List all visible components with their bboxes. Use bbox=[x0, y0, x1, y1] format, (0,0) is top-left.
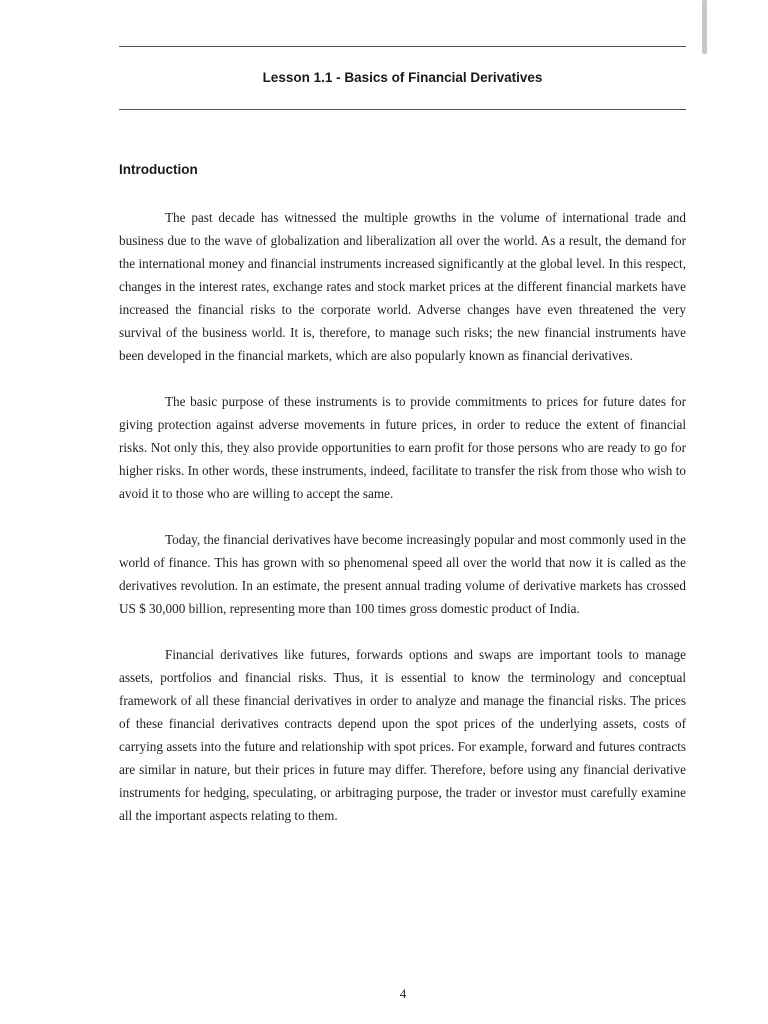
header-rule-bottom bbox=[119, 109, 686, 110]
paragraph-3: Today, the financial derivatives have become increasingly popular and most commonly used in the world of finance. This has grown with so phenomenal speed all over the world that now it is called as the derivatives revolution. In an estimate, the present annual trading volume of derivative markets has crossed US $ 30,000 billion, representing more than 100 times gross domestic product of India. bbox=[119, 532, 686, 616]
body-text bbox=[119, 206, 686, 850]
page-number: 4 bbox=[399, 986, 407, 1001]
scrollbar-thumb[interactable] bbox=[702, 0, 707, 54]
section-heading-introduction: Introduction bbox=[119, 162, 198, 177]
lesson-title: Lesson 1.1 - Basics of Financial Derivatives bbox=[262, 70, 543, 85]
paragraph-2: The basic purpose of these instruments is to provide commitments to prices for future dates for giving protection against adverse movements in future prices, in order to reduce the extent of financial risks. Not only this, they also provide opportunities to earn profit for those persons who are ready to go for higher risks. In other words, these instruments, indeed, facilitate to transfer the risk from those who wish to avoid it to those who are willing to accept the same. bbox=[119, 394, 686, 501]
paragraph-4: Financial derivatives like futures, forwards options and swaps are important tools to manage assets, portfolios and financial risks. Thus, it is essential to know the terminology and conceptual framework of all these financial derivatives in order to analyze and manage the financial risks. The prices of these financial derivatives contracts depend upon the spot prices of the underlying assets, costs of carrying assets into the future and relationship with spot prices. For example, forward and futures contracts are similar in nature, but their prices in future may differ. Therefore, before using any financial derivative instruments for hedging, speculating, or arbitraging purpose, the trader or investor must carefully examine all the important aspects relating to them. bbox=[119, 647, 686, 823]
paragraph-1: The past decade has witnessed the multiple growths in the volume of international trade and business due to the wave of globalization and liberalization all over the world. As a result, the demand for the international money and financial instruments increased significantly at the global level. In this respect, changes in the interest rates, exchange rates and stock market prices at the different financial markets have increased the financial risks to the corporate world. Adverse changes have even threatened the very survival of the business world. It is, therefore, to manage such risks; the new financial instruments have been developed in the financial markets, which are also popularly known as financial derivatives. bbox=[119, 210, 686, 363]
header-rule-top bbox=[119, 46, 686, 47]
